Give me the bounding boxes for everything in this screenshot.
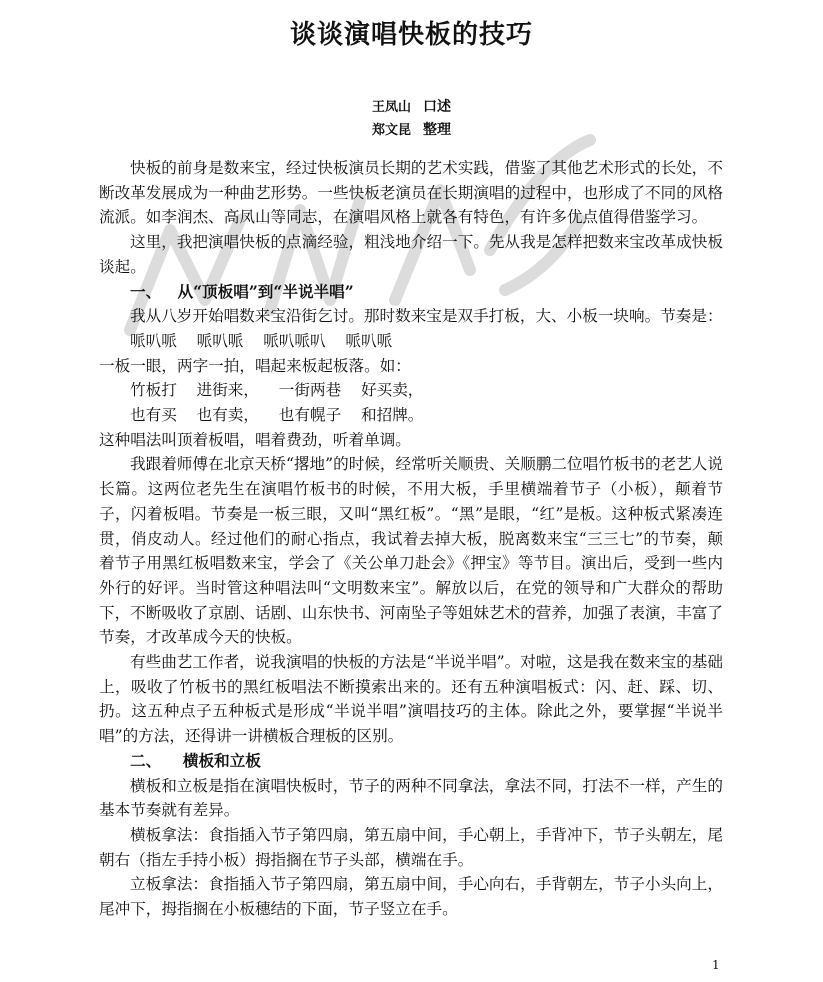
paragraph: 这种唱法叫顶着板唱，唱着费劲，听着单调。 <box>99 430 411 449</box>
verse-line: 也有买 也有卖， 也有幌子 和招牌。 <box>130 406 424 425</box>
credit-line-narrator <box>0 96 823 119</box>
verse-line: 竹板打 进街来， 一街两巷 好买卖， <box>130 381 424 400</box>
credit-role: 口述 <box>423 99 451 115</box>
page-number: 1 <box>712 958 720 972</box>
credit-line-editor <box>0 119 823 142</box>
paragraph: 我跟着师傅在北京天桥“撂地”的时候，经常听关顺贵、关顺鹏二位唱竹板书的老艺人说长篇。这两位老先生在演唱竹板书的时候，不用大板，手里横端着节子（小板），颠着节子，闪着板唱。节奏是一板三眼，又叫“黑红板”。“黑”是眼，“红”是板。这种板式紧凑连贯，俏皮动人。经过他们的耐心指点，我试着去掉大板，脱离数来宝“三三七”的节奏，颠着节子用黑红板唱数来宝，学会了《关公单刀赴会》《押宝》等节目。演出后，受到一些内外行的好评。当时管这种唱法叫“文明数来宝”。解放以后，在党的领导和广大群众的帮助下，不断吸收了京剧、话剧、山东快书、河南坠子等姐妹艺术的营养，加强了表演，丰富了节奏，才改革成今天的快板。 <box>99 455 723 647</box>
paragraph: 横板和立板是指在演唱快板时，节子的两种不同拿法，拿法不同，打法不一样，产生的基本节奏就有差异。 <box>99 776 723 820</box>
paragraph-intro-2: 这里，我把演唱快板的点滴经验，粗浅地介绍一下。先从我是怎样把数来宝改革成快板谈起。 <box>99 233 723 276</box>
section-heading-1: 一、 从“顶板唱”到“半说半唱” <box>130 281 354 301</box>
paragraph: 立板拿法：食指插入节子第四扇，第五扇中间，手心向右，手背朝左，节子小头向上，尾冲下，拇指搁在小板穗结的下面，节子竖立在手。 <box>99 875 723 919</box>
paragraph: 一板一眼，两字一拍，唱起来板起板落。如： <box>99 356 411 375</box>
paragraph: 有些曲艺工作者，说我演唱的快板的方法是“半说半唱”。对啦，这是我在数来宝的基础上，吸收了竹板书的黑红板唱法不断摸索出来的。还有五种演唱板式：闪、赶、踩、切、扔。这五种点子五种板式是形成“半说半唱”演唱技巧的主体。除此之外，要掌握“半说半唱”的方法，还得讲一讲横板合理板的区别。 <box>99 653 723 746</box>
paragraph-intro: 快板的前身是数来宝，经过快板演员长期的艺术实践，借鉴了其他艺术形式的长处，不断改革发展成为一种曲艺形势。一些快板老演员在长期演唱的过程中，也形成了不同的风格流派。如李润杰、高凤山等同志，在演唱风格上就各有特色，有许多优点值得借鉴学习。 <box>99 159 723 227</box>
article-body <box>99 156 723 922</box>
section-heading-2: 二、 横板和立板 <box>130 750 261 770</box>
paragraph: 横板拿法：食指插入节子第四扇，第五扇中间，手心朝上，手背冲下，节子头朝左，尾朝右（指左手持小板）拇指搁在节子头部，横端在手。 <box>99 825 723 869</box>
rhythm-line: 哌叭哌 哌叭哌 哌叭哌叭 哌叭哌 <box>130 331 393 350</box>
page-title: 谈谈演唱快板的技巧 <box>289 20 533 50</box>
credits <box>0 96 823 142</box>
credit-name: 王凤山 <box>371 100 411 115</box>
credit-name: 郑文昆 <box>371 123 411 138</box>
credit-role: 整理 <box>423 122 451 138</box>
paragraph: 我从八岁开始唱数来宝沿街乞讨。那时数来宝是双手打板，大、小板一块响。节奏是： <box>130 307 723 326</box>
